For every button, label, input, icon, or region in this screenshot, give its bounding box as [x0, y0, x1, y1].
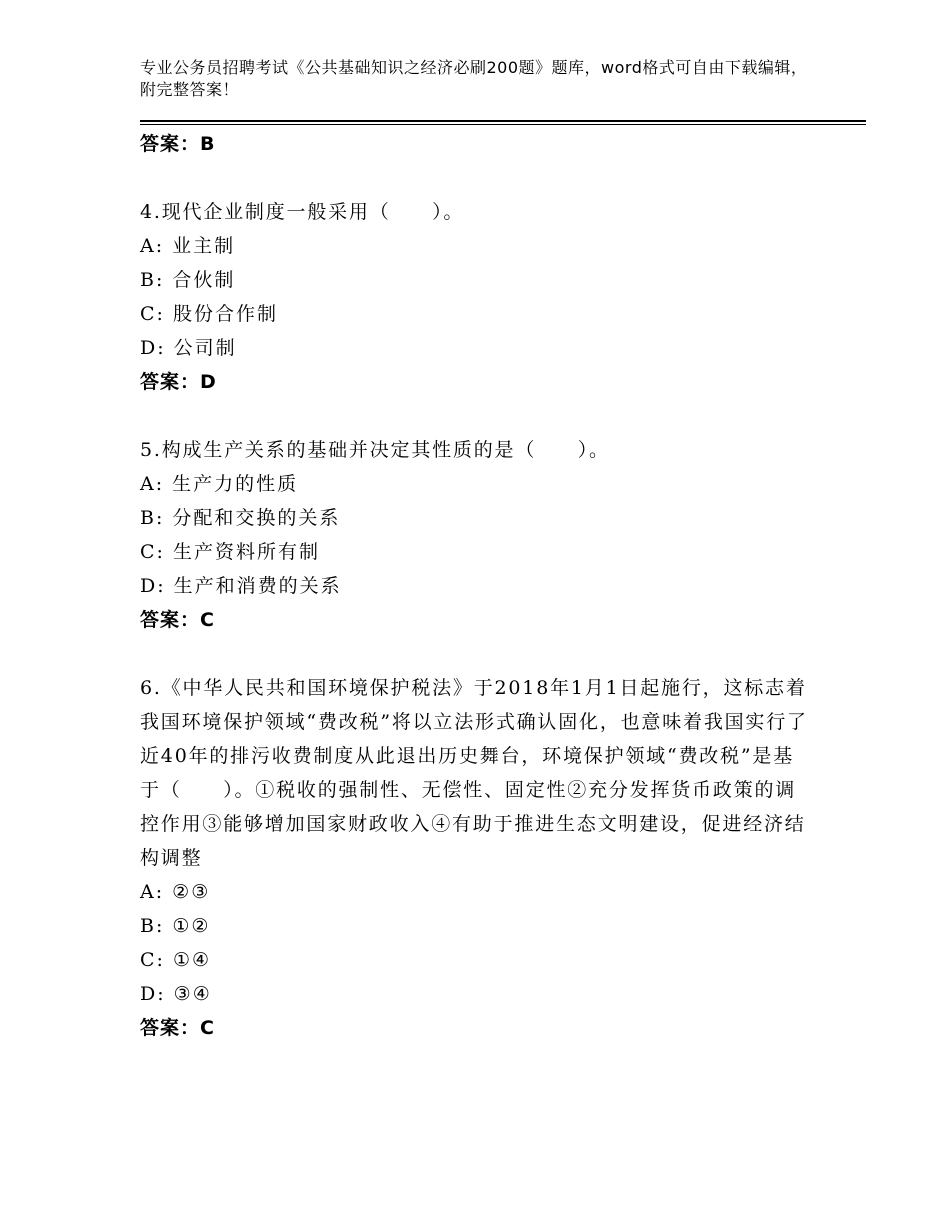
option-b: B: 合伙制: [140, 269, 236, 291]
header-rule-thick: [140, 120, 866, 122]
option-c: C: ①④: [140, 949, 212, 971]
question-6: [140, 671, 810, 1045]
question-content: [140, 127, 810, 1045]
option-a: A: 生产力的性质: [140, 473, 299, 495]
question-5: [140, 433, 810, 637]
question-stem: 4.现代企业制度一般采用（ ）。: [140, 201, 465, 223]
option-d: D: ③④: [140, 983, 212, 1005]
option-a: A: ②③: [140, 881, 211, 903]
question-stem: 5.构成生产关系的基础并决定其性质的是（ ）。: [140, 439, 610, 461]
option-c: C: 生产资料所有制: [140, 541, 320, 563]
answer: 答案：C: [140, 609, 215, 631]
header-rule-thin: [140, 124, 866, 125]
question-4: [140, 195, 810, 399]
answer: 答案：C: [140, 1017, 215, 1039]
option-a: A: 业主制: [140, 235, 236, 257]
option-d: D: 公司制: [140, 337, 237, 359]
question-stem: 6.《中华人民共和国环境保护税法》于2018年1月1日起施行，这标志着我国环境保护领域“费改税”将以立法形式确认固化，也意味着我国实行了近40年的排污收费制度从此退出历史舞台，环境保护领域“费改税”是基于（ ）。①税收的强制性、无偿性、固定性②充分发挥货币政策的调控作用③能够增加国家财政收入④有助于推进生态文明建设，促进经济结构调整: [140, 677, 808, 869]
option-d: D: 生产和消费的关系: [140, 575, 342, 597]
previous-answer: 答案：B: [140, 133, 216, 155]
option-b: B: 分配和交换的关系: [140, 507, 341, 529]
option-b: B: ①②: [140, 915, 211, 937]
document-header: 专业公务员招聘考试《公共基础知识之经济必刷200题》题库，word格式可自由下载编辑，附完整答案！: [140, 58, 808, 99]
option-c: C: 股份合作制: [140, 303, 278, 325]
answer: 答案：D: [140, 371, 217, 393]
